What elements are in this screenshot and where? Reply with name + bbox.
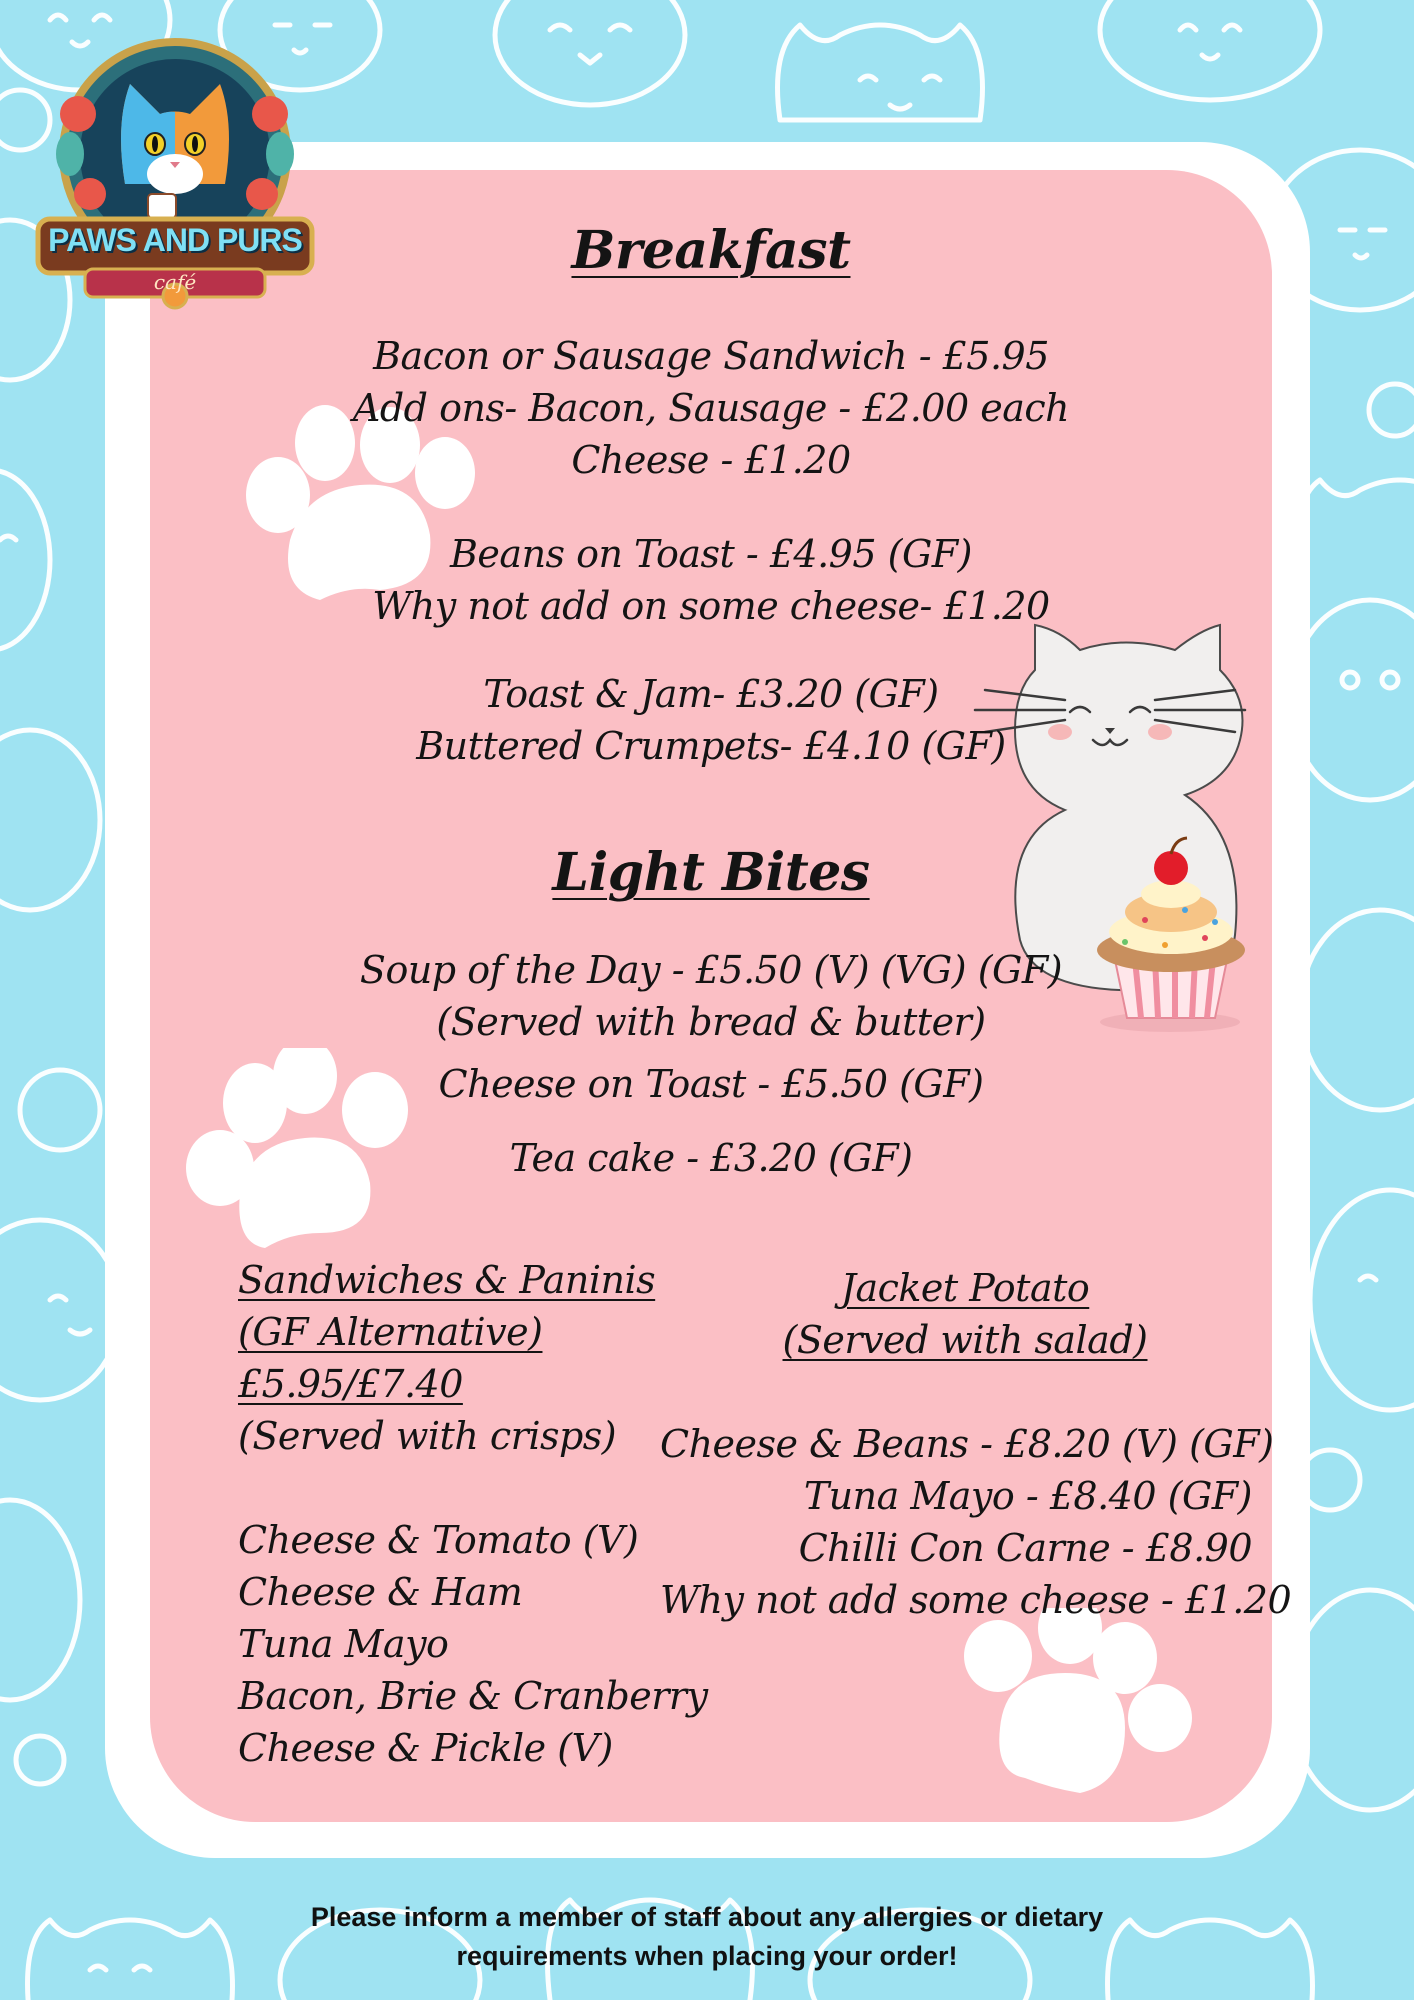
menu-item: Cheese & Ham bbox=[238, 1570, 523, 1614]
menu-item: Tuna Mayo - £8.40 (GF) bbox=[803, 1474, 1252, 1518]
allergy-notice bbox=[200, 1898, 1214, 1976]
menu-item: Bacon or Sausage Sandwich - £5.95 bbox=[373, 334, 1049, 378]
sandwiches-subheading: (GF Alternative) bbox=[238, 1310, 543, 1354]
allergy-notice-line-2: requirements when placing your order! bbox=[456, 1941, 958, 1971]
allergy-notice-line-1: Please inform a member of staff about any allergies or dietary bbox=[310, 1902, 1104, 1932]
menu-item: Soup of the Day - £5.50 (V) (VG) (GF) bbox=[359, 948, 1063, 992]
sandwiches-price: £5.95/£7.40 bbox=[238, 1362, 463, 1406]
breakfast-group-1 bbox=[150, 330, 1272, 486]
jacket-potato-list bbox=[660, 1418, 1292, 1626]
menu-item: Buttered Crumpets- £4.10 (GF) bbox=[416, 724, 1006, 768]
sandwiches-heading: Sandwiches & Paninis bbox=[238, 1258, 656, 1302]
menu-item: Bacon, Brie & Cranberry bbox=[238, 1674, 708, 1718]
menu-item: Toast & Jam- £3.20 (GF) bbox=[483, 672, 939, 716]
light-bites-heading: Light Bites bbox=[552, 842, 870, 903]
menu-item: Cheese - £1.20 bbox=[571, 438, 851, 482]
jacket-potato-title: Jacket Potato bbox=[840, 1266, 1090, 1310]
menu-item: Why not add some cheese - £1.20 bbox=[660, 1578, 1292, 1622]
sandwiches-section bbox=[238, 1254, 708, 1774]
menu-item: Beans on Toast - £4.95 (GF) bbox=[450, 532, 972, 576]
light-bites-list-2 bbox=[150, 1058, 1272, 1110]
light-bites-list bbox=[150, 944, 1272, 1048]
sandwiches-note: (Served with crisps) bbox=[238, 1414, 617, 1458]
menu-item: Cheese & Beans - £8.20 (V) (GF) bbox=[660, 1422, 1274, 1466]
menu-item: Tea cake - £3.20 (GF) bbox=[509, 1136, 913, 1180]
menu-item-note: (Served with bread & butter) bbox=[436, 1000, 986, 1044]
breakfast-group-3 bbox=[150, 668, 1272, 772]
menu-item: Add ons- Bacon, Sausage - £2.00 each bbox=[352, 386, 1070, 430]
menu-item: Why not add on some cheese- £1.20 bbox=[372, 584, 1050, 628]
logo-title: PAWS AND PURS bbox=[48, 222, 302, 258]
menu-item: Cheese & Pickle (V) bbox=[238, 1726, 613, 1770]
logo-subtitle: café bbox=[153, 270, 197, 294]
menu-item: Tuna Mayo bbox=[238, 1622, 449, 1666]
menu-item: Cheese & Tomato (V) bbox=[238, 1518, 639, 1562]
menu-item: Chilli Con Carne - £8.90 bbox=[798, 1526, 1252, 1570]
breakfast-heading: Breakfast bbox=[571, 220, 851, 281]
breakfast-group-2 bbox=[150, 528, 1272, 632]
jacket-potato-heading bbox=[720, 1262, 1210, 1366]
light-bites-list-3 bbox=[150, 1132, 1272, 1184]
menu-item: Cheese on Toast - £5.50 (GF) bbox=[438, 1062, 984, 1106]
jacket-potato-subtitle: (Served with salad) bbox=[782, 1318, 1148, 1362]
paw-print-icon bbox=[960, 1608, 1195, 1793]
